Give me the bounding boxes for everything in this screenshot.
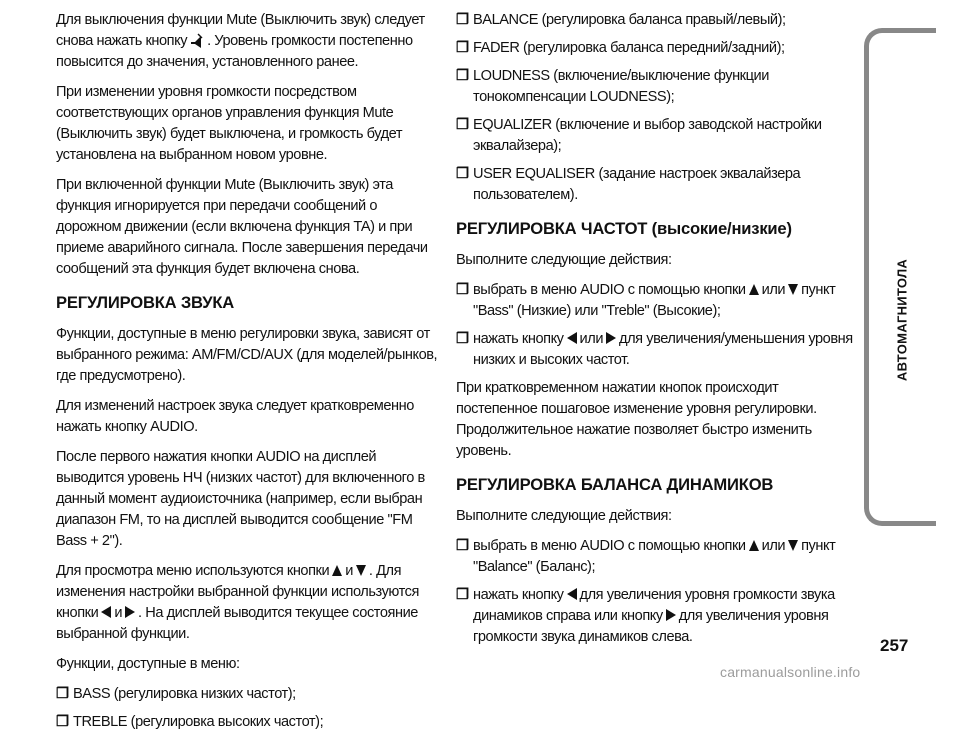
text: для увеличения уровня громкости звука динамиков справа или кнопку [473,587,835,624]
watermark: carmanualsonline.info [720,664,861,680]
bullet-icon: ❒ [456,40,469,56]
section-heading-frequencies: РЕГУЛИРОВКА ЧАСТОТ (высокие/низкие) [456,219,792,238]
text: нажать кнопку [473,331,564,347]
bullet-icon: ❒ [456,166,469,182]
bullet-icon: ❒ [456,331,469,347]
list-item [456,66,856,108]
list-item [456,536,856,578]
text: и [114,605,123,621]
list-item-text: EQUALIZER (включение и выбор заводской настройки эквалайзера); [473,117,822,154]
text: . На дисплей выводится текущее состояние выбранной функции. [56,605,418,642]
arrow-right-icon [606,332,616,344]
right-column [456,10,856,655]
list-item-text: LOUDNESS (включение/выключение функции тонокомпенсации LOUDNESS); [473,68,769,105]
arrow-up-icon [749,284,759,295]
arrow-right-icon [666,609,676,621]
paragraph: При кратковременном нажатии кнопок происходит постепенное пошаговое изменение уровня регулировки. Продолжительное нажатие позволяет быстро изменить уровень. [456,380,817,459]
bullet-icon: ❒ [56,714,69,730]
paragraph: При изменении уровня громкости посредством соответствующих органов управления функция Mute (Выключить звук) будет выключена, и громкость будет установлена на выбранном новом уровне. [56,84,403,163]
text: или [579,331,604,347]
list-item [456,10,856,31]
list-item [456,280,856,322]
bullet-icon: ❒ [456,587,469,603]
arrow-up-icon [332,565,342,576]
arrow-right-icon [125,606,135,618]
text: или [761,538,786,554]
text: выбрать в меню AUDIO с помощью кнопки [473,282,746,298]
mute-icon [189,33,205,48]
mute-off-paragraph [56,10,444,73]
chapter-title: АВТОМАГНИТОЛА [894,258,910,382]
section-heading-sound: РЕГУЛИРОВКА ЗВУКА [56,293,235,312]
arrow-left-icon [567,332,577,344]
bullet-icon: ❒ [456,538,469,554]
text: для увеличения/уменьшения уровня низких и высоких частот. [473,331,853,368]
left-column [56,10,444,740]
paragraph: При включенной функции Mute (Выключить звук) эта функция игнорируется при передачи сообщений о дорожном движении (если включена функция TA) и при приеме аварийного сигнала. После завершения передачи сообщений эта функция будет включена снова. [56,177,428,277]
bullet-icon: ❒ [456,68,469,84]
paragraph: Для изменений настроек звука следует кратковременно нажать кнопку AUDIO. [56,398,414,435]
list-item-text: BALANCE (регулировка баланса правый/левый); [473,12,786,28]
list-item [56,712,444,733]
text: Для просмотра меню используются кнопки [56,563,330,579]
list-item-text: USER EQUALISER (задание настроек эквалайзера пользователем). [473,166,801,203]
bullet-icon: ❒ [56,686,69,702]
paragraph: Функции, доступные в меню: [56,656,240,672]
list-item [456,329,856,371]
text: или [761,282,786,298]
list-item [456,115,856,157]
text: нажать кнопку [473,587,564,603]
bullet-icon: ❒ [456,117,469,133]
list-item [456,164,856,206]
text: Для выключения функции Mute (Выключить звук) следует снова нажать кнопку [56,12,425,49]
chapter-tab-label [892,250,912,390]
text: пункт "Bass" (Низкие) или "Treble" (Высокие); [473,282,836,319]
list-item [56,684,444,705]
arrow-up-icon [749,540,759,551]
arrow-left-icon [101,606,111,618]
text: и [345,563,353,579]
arrow-left-icon [567,588,577,600]
section-heading-balance: РЕГУЛИРОВКА БАЛАНСА ДИНАМИКОВ [456,475,774,494]
list-item-text: FADER (регулировка баланса передний/задний); [473,40,785,56]
text: . Уровень громкости постепенно повысится до значения, установленного ранее. [56,33,413,70]
paragraph: Выполните следующие действия: [456,252,672,268]
text: пункт "Balance" (Баланс); [473,538,836,575]
paragraph: Выполните следующие действия: [456,508,672,524]
list-item-text: TREBLE (регулировка высоких частот); [73,714,324,730]
paragraph: После первого нажатия кнопки AUDIO на дисплей выводится уровень НЧ (низких частот) для включенного в данный момент аудиоисточника (например, если выбран диапазон FM, то на дисплей выводится сообщение "FM Bass + 2"). [56,449,425,549]
bullet-icon: ❒ [456,12,469,28]
text: выбрать в меню AUDIO с помощью кнопки [473,538,746,554]
page-number: 257 [880,636,909,655]
arrow-down-icon [788,540,798,551]
text: для увеличения уровня громкости звука динамиков слева. [473,608,829,645]
list-item-text: BASS (регулировка низких частот); [73,686,296,702]
arrow-down-icon [788,284,798,295]
list-item [456,585,856,648]
paragraph: Функции, доступные в меню регулировки звука, зависят от выбранного режима: AM/FM/CD/AUX (для моделей/рынков, где предусмотрено). [56,326,438,384]
text: . Для изменения настройки выбранной функции используются кнопки [56,563,419,621]
menu-navigation-paragraph [56,561,444,645]
bullet-icon: ❒ [456,282,469,298]
arrow-down-icon [356,565,366,576]
list-item [456,38,856,59]
